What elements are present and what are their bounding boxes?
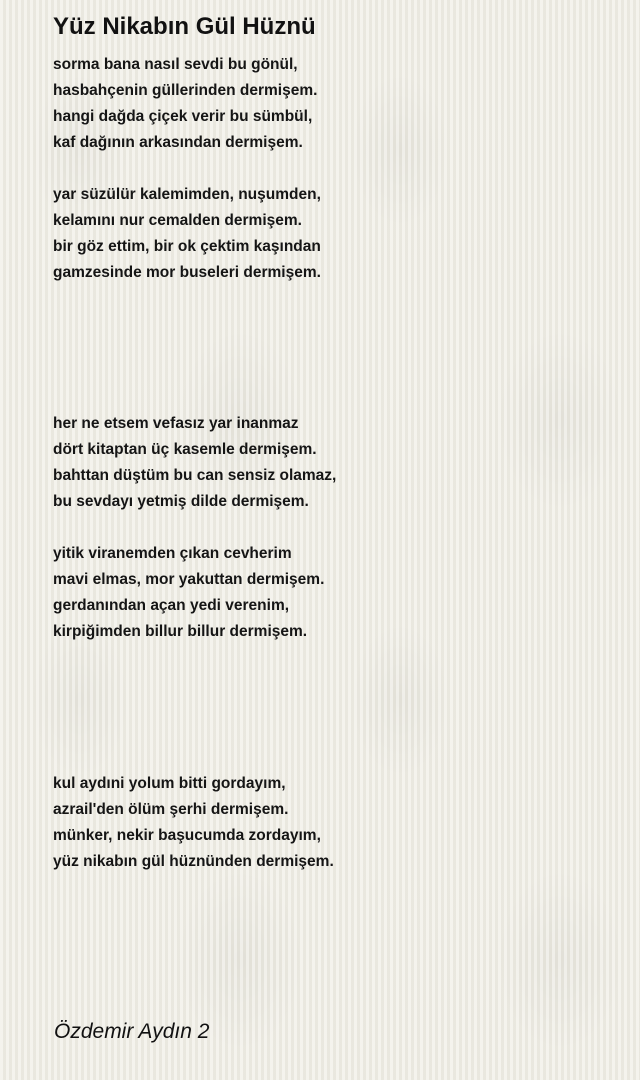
poem-line: azrail'den ölüm şerhi dermişem. (53, 801, 289, 818)
poem-line: yüz nikabın gül hüznünden dermişem. (53, 853, 334, 870)
stanza-2 (53, 182, 613, 286)
stanza-3 (53, 411, 613, 515)
poem-line: her ne etsem vefasız yar inanmaz (53, 415, 299, 432)
poem-line: gerdanından açan yedi verenim, (53, 597, 290, 614)
poem-line: yar süzülür kalemimden, nuşumden, (53, 186, 321, 203)
poem-line: bir göz ettim, bir ok çektim kaşından (53, 238, 321, 255)
stanza-4 (53, 541, 613, 645)
poem-line: mavi elmas, mor yakuttan dermişem. (53, 571, 325, 588)
poem-line: sorma bana nasıl sevdi bu gönül, (53, 56, 298, 73)
stanza-1 (53, 52, 613, 156)
poem-line: bu sevdayı yetmiş dilde dermişem. (53, 493, 309, 510)
poem-line: hasbahçenin güllerinden dermişem. (53, 82, 318, 99)
poem-line: yitik viranemden çıkan cevherim (53, 545, 292, 562)
poem-line: hangi dağda çiçek verir bu sümbül, (53, 108, 313, 125)
poem-line: dört kitaptan üç kasemle dermişem. (53, 441, 317, 458)
poem-author: Özdemir Aydın 2 (54, 1020, 210, 1043)
poem-line: kirpiğimden billur billur dermişem. (53, 623, 308, 640)
poem-line: kelamını nur cemalden dermişem. (53, 212, 302, 229)
poem-title: Yüz Nikabın Gül Hüznü (53, 13, 316, 40)
poem-line: kaf dağının arkasından dermişem. (53, 134, 303, 151)
poem-line: gamzesinde mor buseleri dermişem. (53, 264, 321, 281)
stanza-5 (53, 771, 613, 875)
poem-line: kul aydıni yolum bitti gordayım, (53, 775, 286, 792)
poem-line: bahttan düştüm bu can sensiz olamaz, (53, 467, 337, 484)
poem-line: münker, nekir başucumda zordayım, (53, 827, 321, 844)
